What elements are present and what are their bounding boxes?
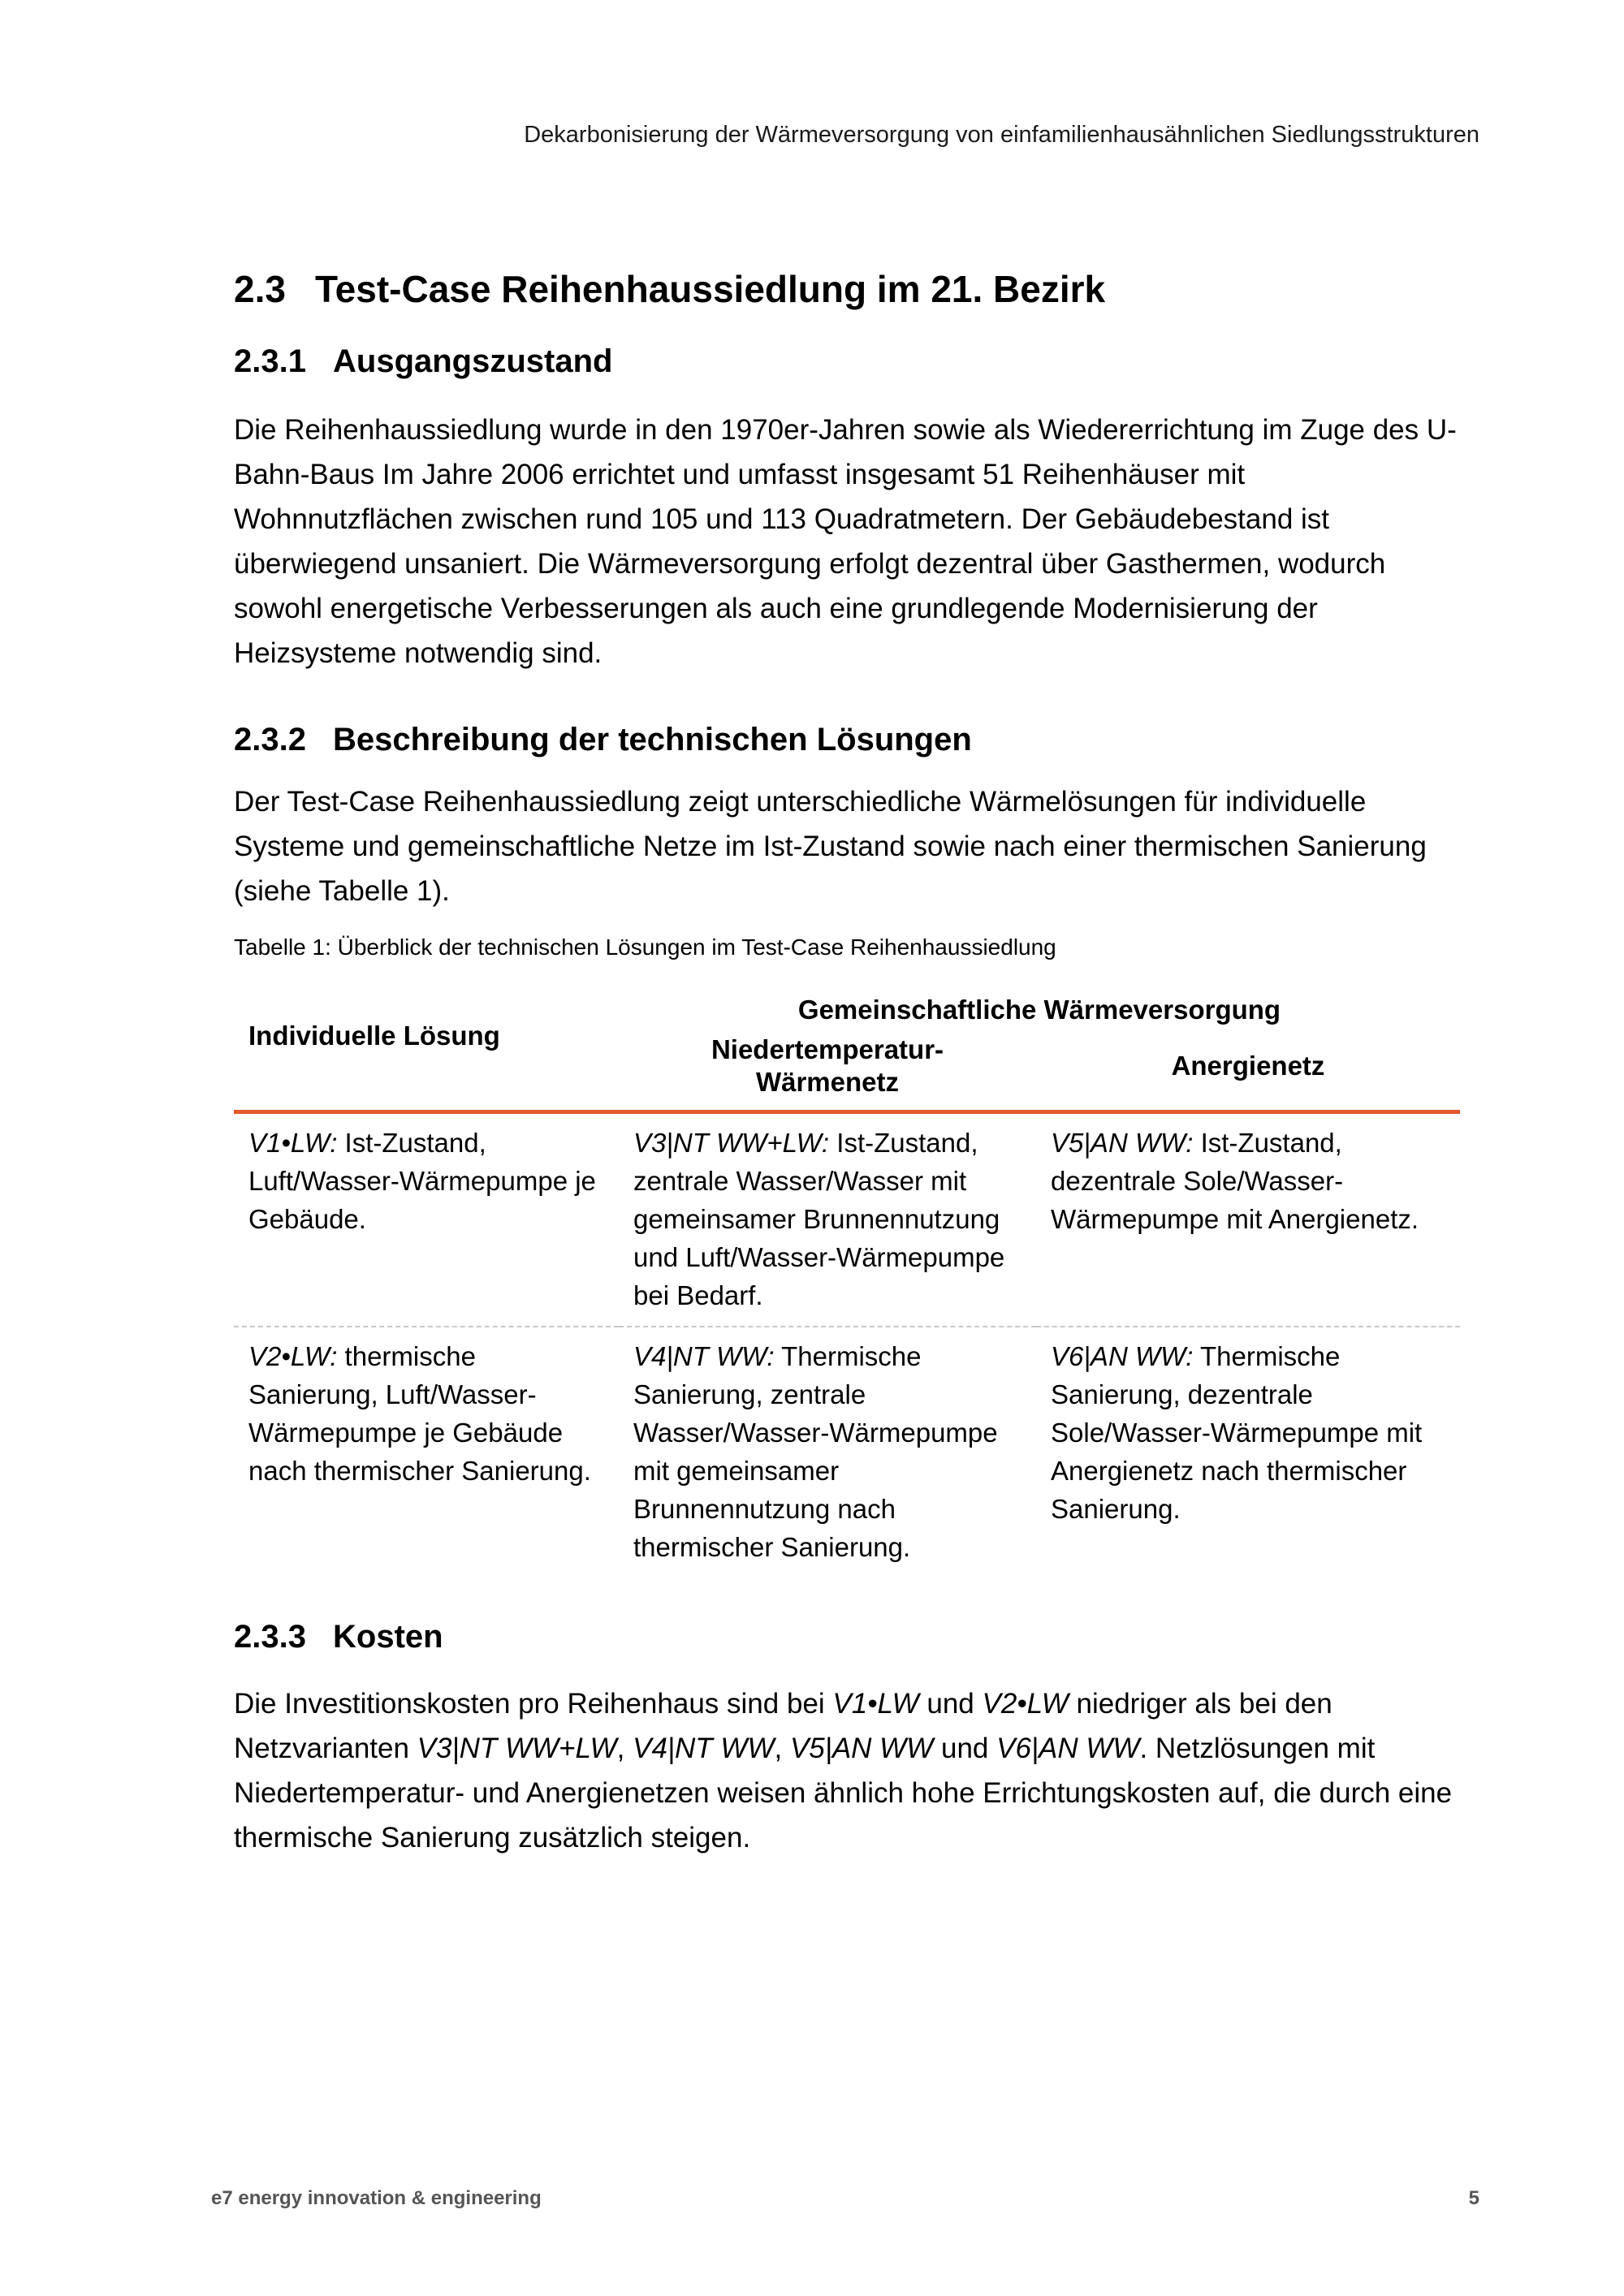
header-an: Anergienetz: [1036, 1033, 1460, 1112]
variant-ref: V1•LW: [832, 1688, 919, 1720]
section-number: 2.3: [234, 268, 286, 310]
variant-desc: Ist-Zustand, dezentrale Sole/Wasser-Wärmepumpe mit Anergienetz.: [1051, 1128, 1419, 1234]
variant-ref: V4|NT WW: [633, 1733, 775, 1764]
text-run: ,: [616, 1733, 633, 1764]
footer-company: e7 energy innovation & engineering: [211, 2187, 542, 2209]
page-number: 5: [1468, 2187, 1479, 2209]
table-row: [234, 1112, 1460, 1327]
subsection-heading-ausgangszustand: [234, 339, 1468, 383]
solutions-table: [234, 993, 1460, 1577]
variant-code: V2•LW:: [248, 1341, 338, 1371]
variant-desc: Thermische Sanierung, dezentrale Sole/Wasser-Wärmepumpe mit Anergienetz nach thermischer Sanierung.: [1051, 1341, 1423, 1524]
header-nt: [619, 1033, 1036, 1112]
running-header: Dekarbonisierung der Wärmeversorgung von einfamilienhausähnlichen Siedlungsstrukturen: [524, 122, 1479, 148]
paragraph-ausgangszustand: Die Reihenhaussiedlung wurde in den 1970er-Jahren sowie als Wiedererrichtung im Zuge des U-Bahn-Baus Im Jahre 2006 errichtet und umfasst insgesamt 51 Reihenhäuser mit Wohnnutzflächen zwischen rund 105 und 113 Quadratmetern. Der Gebäudebestand ist überwiegend unsaniert. Die Wärmeversorgung erfolgt dezentral über Gasthermen, wodurch sowohl energetische Verbesserungen als auch eine grundlegende Modernisierung der Heizsysteme notwendig sind.: [234, 414, 1457, 669]
page-content: [234, 265, 1468, 1860]
text-run: und: [933, 1733, 997, 1764]
paragraph-technische-loesungen: Der Test-Case Reihenhaussiedlung zeigt unterschiedliche Wärmelösungen für individuelle Systeme und gemeinschaftliche Netze im Ist-Zustand sowie nach einer thermischen Sanierung (siehe Tabelle 1).: [234, 786, 1427, 907]
header-group: Gemeinschaftliche Wärmeversorgung: [797, 995, 1281, 1025]
header-individual: Individuelle Lösung: [234, 993, 619, 1112]
subsection-number: 2.3.3: [234, 1619, 306, 1655]
table-cell: [619, 1112, 1036, 1327]
variant-code: V6|AN WW:: [1051, 1341, 1194, 1371]
text-run: und: [918, 1688, 983, 1720]
subsection-heading-technische-loesungen: [234, 718, 1468, 762]
subsection-heading-kosten: [234, 1615, 1468, 1659]
text-run: ,: [774, 1733, 790, 1764]
subsection-number: 2.3.1: [234, 343, 306, 379]
text-run: Die Investitionskosten pro Reihenhaus sind bei: [234, 1688, 833, 1720]
table-cell: [234, 1327, 619, 1577]
subsection-title: Beschreibung der technischen Lösungen: [333, 722, 972, 757]
variant-desc: Ist-Zustand, zentrale Wasser/Wasser mit gemeinsamer Brunnennutzung und Luft/Wasser-Wärmepumpe bei Bedarf.: [633, 1128, 1005, 1310]
section-heading: [234, 265, 1468, 313]
table-cell: [234, 1112, 619, 1327]
variant-desc: thermische Sanierung, Luft/Wasser-Wärmepumpe je Gebäude nach thermischer Sanierung.: [248, 1341, 591, 1486]
paragraph-kosten: [234, 1681, 1468, 1860]
table-cell: [1036, 1112, 1460, 1327]
header-nt-line2: Wärmenetz: [755, 1067, 900, 1097]
variant-ref: V5|AN WW: [789, 1733, 934, 1764]
subsection-number: 2.3.2: [234, 722, 306, 757]
variant-ref: V2•LW: [982, 1688, 1069, 1720]
subsection-title: Ausgangszustand: [333, 343, 613, 379]
subsection-title: Kosten: [333, 1619, 443, 1655]
variant-code: V3|NT WW+LW:: [633, 1128, 830, 1158]
table-row: [234, 1327, 1460, 1577]
variant-desc: Thermische Sanierung, zentrale Wasser/Wasser-Wärmepumpe mit gemeinsamer Brunnennutzung nach thermischer Sanierung.: [633, 1341, 998, 1562]
variant-desc: Ist-Zustand, Luft/Wasser-Wärmepumpe je Gebäude.: [248, 1128, 596, 1234]
table-cell: [619, 1327, 1036, 1577]
text-run: . Netzlösungen mit Niedertemperatur- und Anergienetzen weisen ähnlich hohe Errichtungskosten auf, die durch eine thermische Sanierung zusätzlich steigen.: [234, 1733, 1453, 1854]
table-cell: [1036, 1327, 1460, 1577]
text-run: niedriger als bei den Netzvarianten: [234, 1688, 1332, 1764]
variant-code: V4|NT WW:: [633, 1341, 775, 1371]
variant-code: V1•LW:: [248, 1128, 338, 1158]
table-caption: Tabelle 1: Überblick der technischen Lösungen im Test-Case Reihenhaussiedlung: [234, 934, 1056, 960]
section-title: Test-Case Reihenhaussiedlung im 21. Bezirk: [315, 268, 1106, 310]
header-nt-line1: Niedertemperatur-: [710, 1034, 944, 1064]
variant-ref: V3|NT WW+LW: [417, 1733, 617, 1764]
variant-ref: V6|AN WW: [996, 1733, 1140, 1764]
variant-code: V5|AN WW:: [1051, 1128, 1194, 1158]
